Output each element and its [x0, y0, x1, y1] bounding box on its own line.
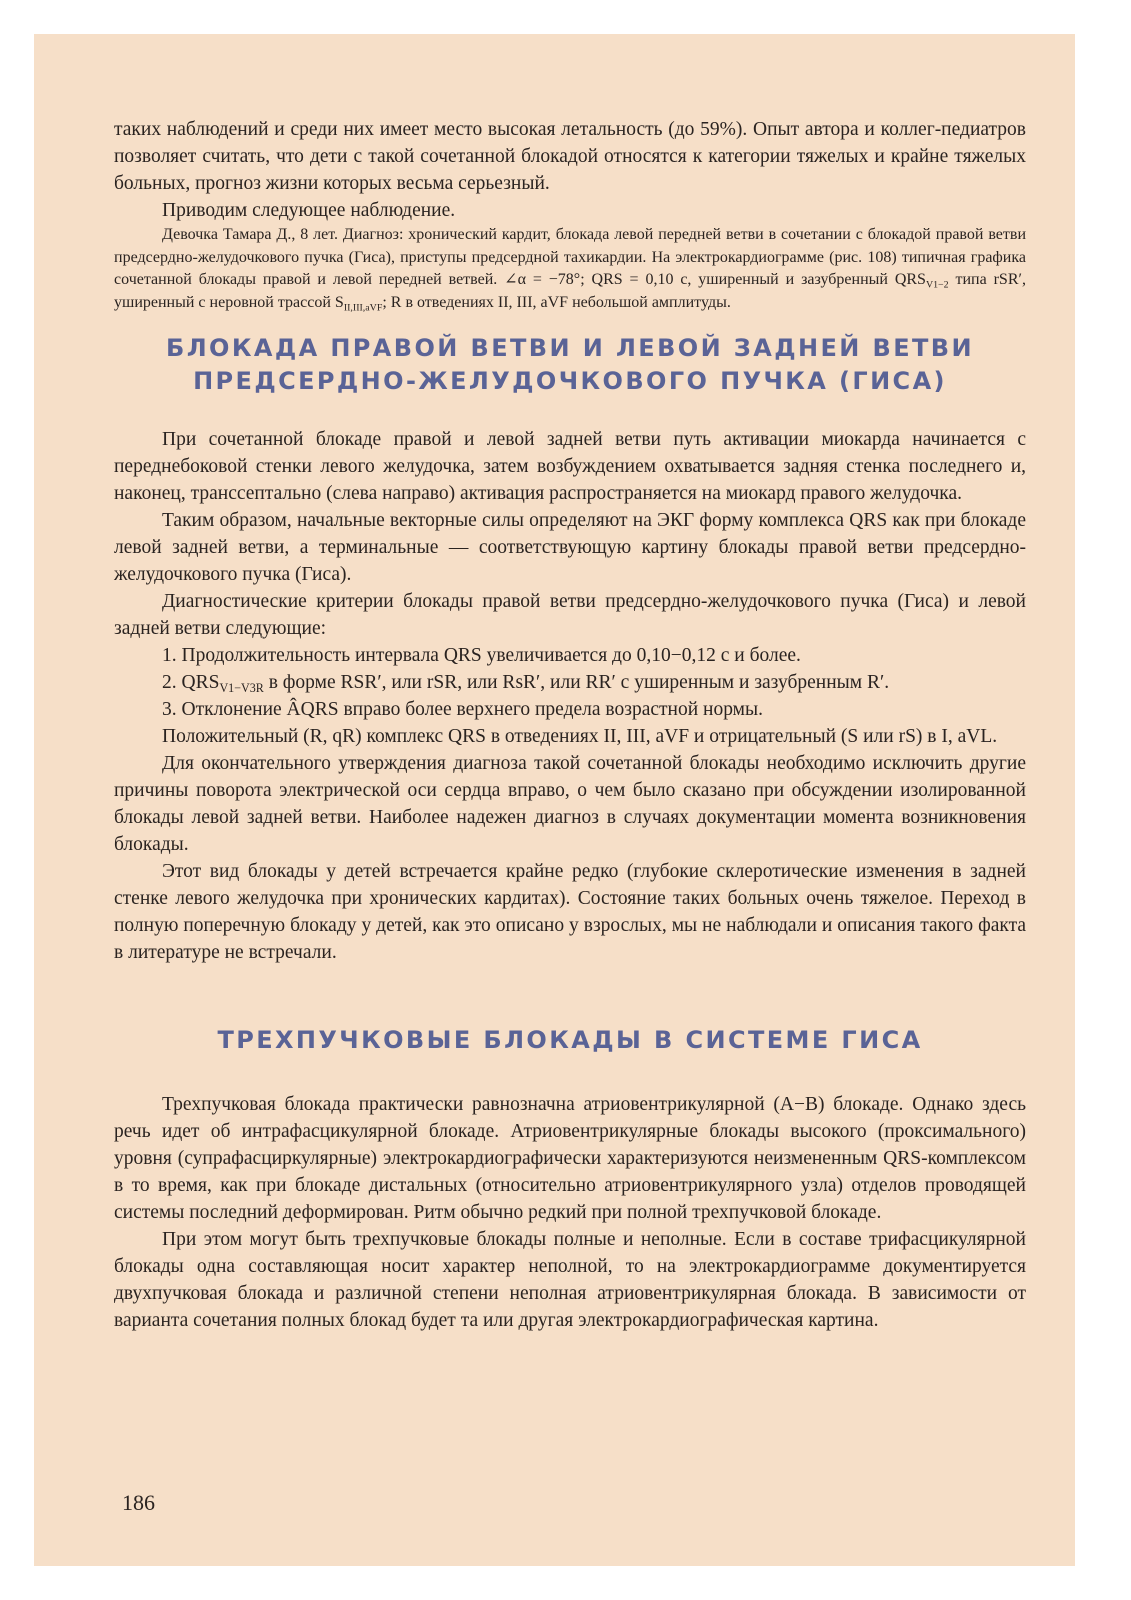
case-report [114, 224, 1026, 314]
criterion-3: 3. Отклонение ÂQRS вправо более верхнего предела возрастной нормы. [162, 699, 763, 720]
case-text-a: Девочка Тамара Д., 8 лет. Диагноз: хронический кардит, блокада левой передней ветви в сочетании с блокадой правой ветви предсердно-желудочкового пучка (Гиса), приступы предсердной тахикардии. На электрокардиограмме (рис. 108) типичная графика сочетанной блокады правой и левой передней ветвей. ∠α = −78°; QRS = 0,10 с, уширенный и зазубренный QRS [114, 226, 1026, 288]
criterion-2-text-a: 2. QRS [162, 672, 220, 693]
section-heading-1 [114, 332, 1026, 398]
criterion-2 [114, 669, 1026, 696]
section2-paragraph-1: Трехпучковая блокада практически равнозначна атриовентрикулярной (А−В) блокаде. Однако здесь речь идет об интрафасцикулярной блокаде. Атриовентрикулярные блокады высокого (проксимального) уровня (супрафасциркулярные) электрокардиографически характеризуются неизмененным QRS-комплексом в то время, как при блокаде дистальных (относительно атриовентрикулярного узла) отделов проводящей системы последний деформирован. Ритм обычно редкий при полной трехпучковой блокаде. [114, 1094, 1026, 1223]
book-page [34, 34, 1075, 1566]
criterion-2-text-b: в форме RSR′, или rSR, или RsR′, или RR′ с уширенным и зазубренным R′. [263, 672, 890, 693]
section1-paragraph-1: При сочетанной блокаде правой и левой задней ветви путь активации миокарда начинается с переднебоковой стенки левого желудочка, затем возбуждением охватывается задняя стенка последнего и, наконец, транссептально (слева направо) активация распространяется на миокард правого желудочка. [114, 429, 1026, 504]
case-subscript-2: II,III,aVF [343, 301, 383, 313]
case-text-b: типа rSR′, уширенный с неровной трассой S [114, 271, 1026, 311]
criterion-2-subscript: V1−V3R [219, 681, 264, 696]
section1-paragraph-6: Этот вид блокады у детей встречается крайне редко (глубокие склеротические изменения в задней стенке левого желудочка при хронических кардитах). Состояние таких больных очень тяжелое. Переход в полную поперечную блокаду у детей, как это описано у взрослых, мы не наблюдали и описания такого факта в литературе не встречали. [114, 861, 1026, 963]
section1-paragraph-5: Для окончательного утверждения диагноза такой сочетанной блокады необходимо исключить другие причины поворота электрической оси сердца вправо, о чем было сказано при обсуждении изолированной блокады левой задней ветви. Наиболее надежен диагноз в случаях документации момента возникновения блокады. [114, 753, 1026, 855]
page-content [114, 116, 1026, 1334]
intro-paragraph: таких наблюдений и среди них имеет место высокая летальность (до 59%). Опыт автора и коллег-педиатров позволяет считать, что дети с такой сочетанной блокадой относятся к категории тяжелых и крайне тяжелых больных, прогноз жизни которых весьма серьезный. [114, 119, 1026, 194]
page-number: 186 [122, 1490, 155, 1515]
section1-paragraph-2: Таким образом, начальные векторные силы определяют на ЭКГ форму комплекса QRS как при блокаде левой задней ветви, а терминальные — соответствующую картину блокады правой ветви предсердно-желудочкового пучка (Гиса). [114, 510, 1026, 585]
section1-paragraph-4: Положительный (R, qR) комплекс QRS в отведениях II, III, aVF и отрицательный (S или rS) в I, aVL. [162, 726, 998, 747]
case-subscript-1: V1−2 [925, 279, 949, 291]
section-heading-2: ТРЕХПУЧКОВЫЕ БЛОКАДЫ В СИСТЕМЕ ГИСА [217, 1026, 923, 1054]
section-heading-1-line-2: ПРЕДСЕРДНО-ЖЕЛУДОЧКОВОГО ПУЧКА (ГИСА) [193, 367, 947, 395]
section2-paragraph-2: При этом могут быть трехпучковые блокады полные и неполные. Если в составе трифасцикулярной блокады одна составляющая носит характер неполной, то на электрокардиограмме документируется двухпучковая блокада и различной степени неполная атриовентрикулярная блокада. В зависимости от варианта сочетания полных блокад будет та или другая электрокардиографическая картина. [114, 1229, 1026, 1331]
section1-paragraph-3: Диагностические критерии блокады правой ветви предсердно-желудочкового пучка (Гиса) и левой задней ветви следующие: [114, 591, 1026, 639]
intro-lead-in: Приводим следующее наблюдение. [162, 200, 456, 221]
case-text-c: ; R в отведениях II, III, aVF небольшой амплитуды. [382, 293, 731, 311]
section-heading-1-line-1: БЛОКАДА ПРАВОЙ ВЕТВИ И ЛЕВОЙ ЗАДНЕЙ ВЕТВИ [166, 334, 974, 362]
criterion-1: 1. Продолжительность интервала QRS увеличивается до 0,10−0,12 с и более. [162, 645, 801, 666]
